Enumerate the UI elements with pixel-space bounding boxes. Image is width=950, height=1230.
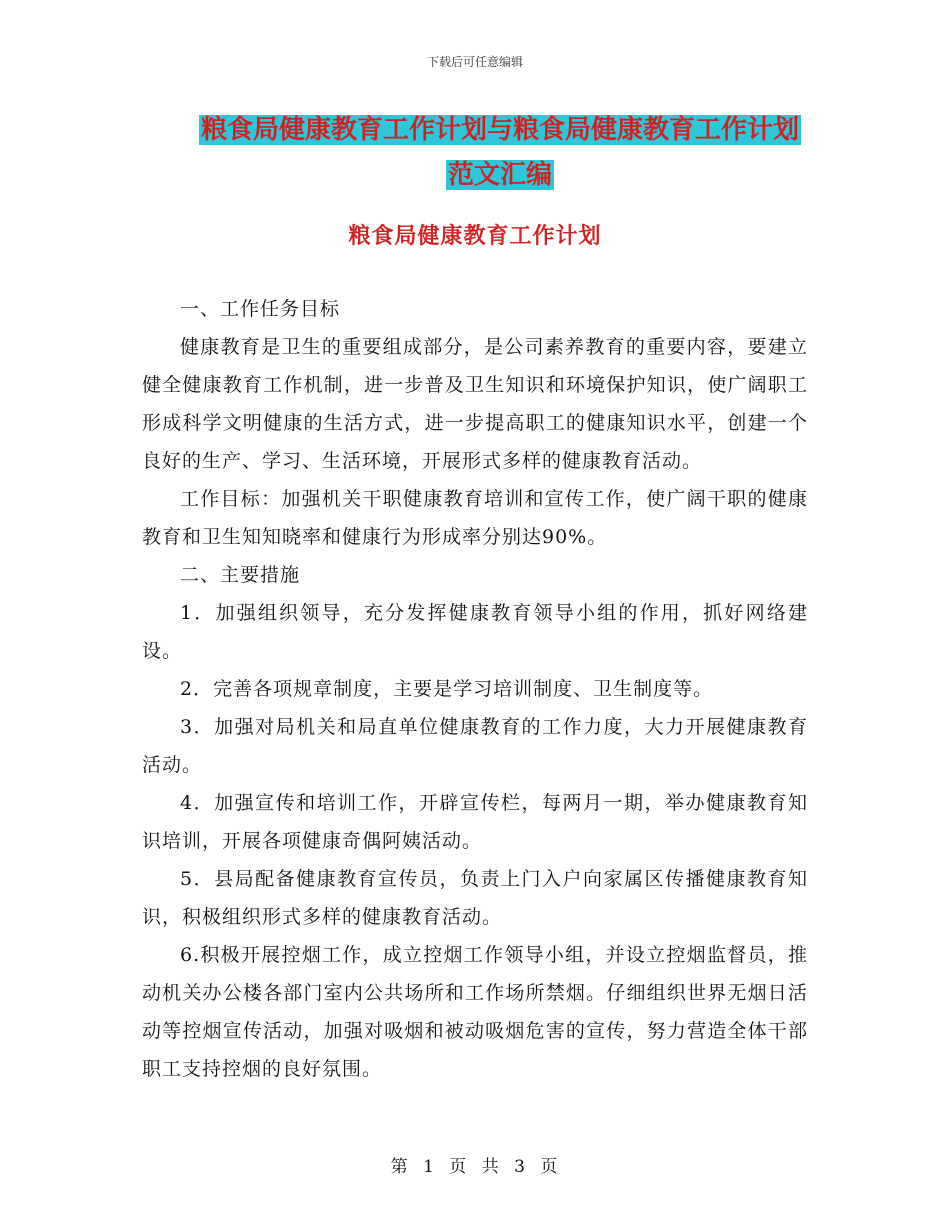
document-body	[142, 290, 808, 1088]
measure-item-3: 3．加强对局机关和局直单位健康教育的工作力度，大力开展健康教育活动。	[142, 716, 808, 776]
document-title	[120, 108, 880, 198]
paragraph-health-education: 健康教育是卫生的重要组成部分，是公司素养教育的重要内容，要建立健全健康教育工作机制，进一步普及卫生知识和环境保护知识，使广阔职工形成科学文明健康的生活方式，进一步提高职工的健康知识水平，创建一个良好的生产、学习、生活环境，开展形式多样的健康教育活动。	[142, 336, 808, 472]
measure-item-4: 4．加强宣传和培训工作，开辟宣传栏，每两月一期，举办健康教育知识培训，开展各项健康奇偶阿姨活动。	[142, 792, 808, 852]
measure-item-6: 6.积极开展控烟工作，成立控烟工作领导小组，并设立控烟监督员，推动机关办公楼各部门室内公共场所和工作场所禁烟。仔细组织世界无烟日活动等控烟宣传活动，加强对吸烟和被动吸烟危害的宣传，努力营造全体干部职工支持控烟的良好氛围。	[142, 944, 808, 1080]
paragraph-work-target: 工作目标：加强机关干职健康教育培训和宣传工作，使广阔干职的健康教育和卫生知知晓率和健康行为形成率分别达90%。	[142, 488, 808, 548]
measure-item-5: 5．县局配备健康教育宣传员，负责上门入户向家属区传播健康教育知识，积极组织形式多样的健康教育活动。	[142, 868, 808, 928]
document-title-line-2: 范文汇编	[447, 160, 552, 190]
document-title-line-1: 粮食局健康教育工作计划与粮食局健康教育工作计划	[200, 115, 799, 145]
page-footer: 第 1 页 共 3 页	[390, 1157, 560, 1177]
heading-work-goals: 一、工作任务目标	[180, 298, 341, 320]
section-title: 粮食局健康教育工作计划	[348, 224, 602, 249]
measure-item-2: 2．完善各项规章制度，主要是学习培训制度、卫生制度等。	[180, 678, 714, 700]
measure-item-1: 1．加强组织领导，充分发挥健康教育领导小组的作用，抓好网络建设。	[142, 602, 808, 662]
header-note: 下载后可任意编辑	[426, 55, 523, 69]
heading-main-measures: 二、主要措施	[180, 564, 301, 586]
